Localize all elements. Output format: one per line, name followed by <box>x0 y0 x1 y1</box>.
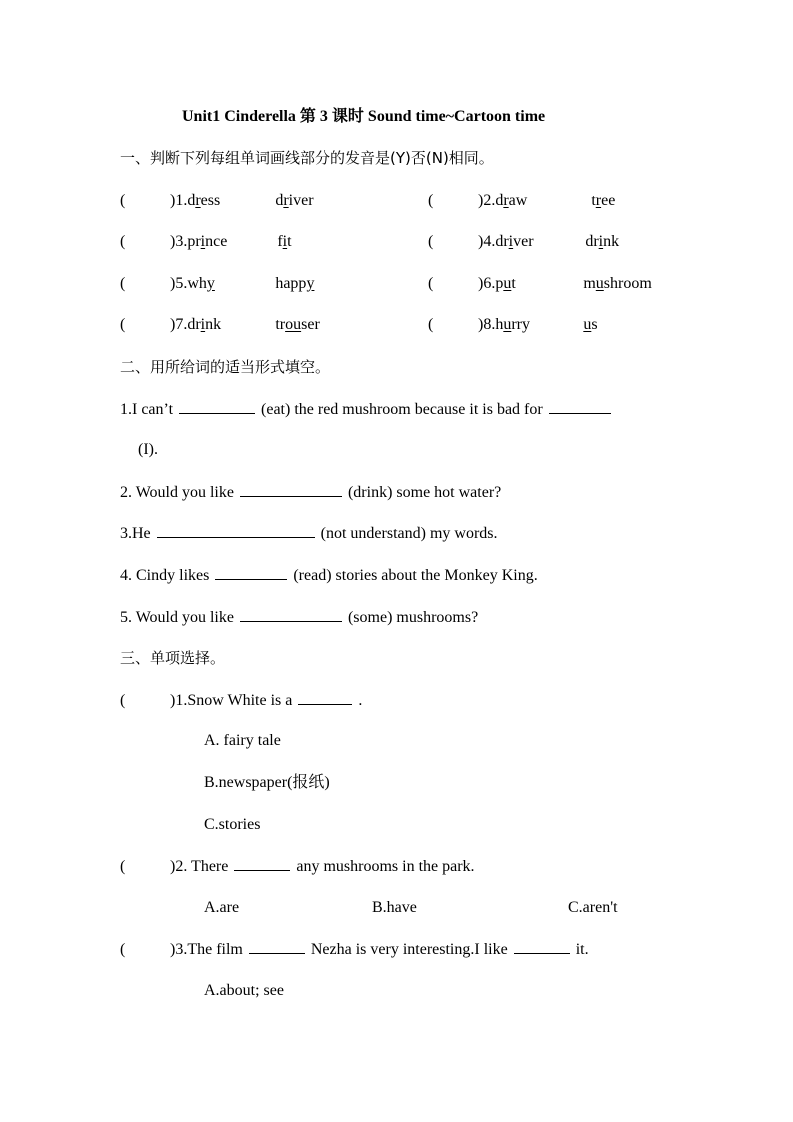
answer-blank[interactable] <box>240 607 342 622</box>
choice-question-2 <box>120 856 475 877</box>
question-text: any mushrooms in the park. <box>296 858 475 875</box>
answer-blank[interactable] <box>514 939 570 954</box>
sound-item-3 <box>120 232 292 252</box>
answer-paren[interactable]: ( <box>120 941 126 958</box>
answer-blank[interactable] <box>234 856 290 871</box>
fill-question-5 <box>120 607 478 628</box>
answer-blank[interactable] <box>157 523 315 538</box>
answer-paren[interactable]: ( <box>120 275 126 292</box>
fill-question-4 <box>120 565 538 586</box>
word-1: put <box>495 275 516 292</box>
question-text: it. <box>575 941 589 958</box>
fill-question-1-cont: (I). <box>138 441 158 458</box>
word-2: drink <box>585 233 620 250</box>
question-text: )1.Snow White is a <box>170 692 293 709</box>
sound-item-5 <box>120 274 314 294</box>
question-text: . <box>358 692 363 709</box>
word-1: draw <box>495 192 528 209</box>
choice-question-3 <box>120 939 589 960</box>
fill-question-2 <box>120 482 501 503</box>
question-text: (not understand) my words. <box>320 525 498 542</box>
sound-item-8 <box>428 315 598 335</box>
question-text: 1.I can’t <box>120 401 174 418</box>
answer-paren[interactable]: ( <box>428 316 434 333</box>
word-1: prince <box>187 233 228 250</box>
question-text: (eat) the red mushroom because it is bad for <box>261 401 543 418</box>
word-1: hurry <box>495 316 530 333</box>
word-1: drink <box>187 316 222 333</box>
word-2: driver <box>275 192 314 209</box>
question-text: 2. Would you like <box>120 484 234 501</box>
fill-question-3 <box>120 523 498 544</box>
answer-paren[interactable]: ( <box>428 275 434 292</box>
answer-blank[interactable] <box>249 939 305 954</box>
sound-item-7 <box>120 315 320 335</box>
answer-paren[interactable]: ( <box>120 858 126 875</box>
fill-question-1 <box>120 399 617 420</box>
item-number: )3. <box>170 233 188 250</box>
question-text: 4. Cindy likes <box>120 567 210 584</box>
sound-item-1 <box>120 191 314 211</box>
answer-paren[interactable]: ( <box>120 192 126 209</box>
word-2: happy <box>275 275 315 292</box>
option-c[interactable]: C.stories <box>204 816 261 833</box>
item-number: )6. <box>478 275 496 292</box>
word-2: fit <box>277 233 292 250</box>
question-text: 5. Would you like <box>120 609 234 626</box>
word-1: dress <box>187 192 221 209</box>
sound-item-4 <box>428 232 619 252</box>
section-1-heading: 一、判断下列每组单词画线部分的发音是(Y)否(N)相同。 <box>120 149 494 167</box>
item-number: )5. <box>170 275 188 292</box>
word-2: tree <box>591 192 616 209</box>
answer-paren[interactable]: ( <box>428 233 434 250</box>
word-1: driver <box>495 233 534 250</box>
word-2: us <box>583 316 598 333</box>
option-a[interactable]: A.are <box>204 899 240 916</box>
word-1: why <box>187 275 215 292</box>
item-number: )2. <box>478 192 496 209</box>
option-c[interactable]: C.aren't <box>568 899 618 916</box>
section-3-heading: 三、单项选择。 <box>120 649 226 667</box>
option-b[interactable]: B.newspaper(报纸) <box>204 774 330 791</box>
item-number: )8. <box>478 316 496 333</box>
page-title: Unit1 Cinderella 第 3 课时 Sound time~Cartoon time <box>182 108 546 125</box>
option-b[interactable]: B.have <box>372 899 417 916</box>
question-text: (some) mushrooms? <box>347 609 479 626</box>
answer-blank[interactable] <box>240 482 342 497</box>
answer-paren[interactable]: ( <box>120 316 126 333</box>
item-number: )4. <box>478 233 496 250</box>
word-2: mushroom <box>583 275 652 292</box>
item-number: )1. <box>170 192 188 209</box>
choice-question-1 <box>120 690 362 711</box>
answer-paren[interactable]: ( <box>120 233 126 250</box>
sound-item-6 <box>428 274 652 294</box>
answer-blank[interactable] <box>298 690 352 705</box>
sound-item-2 <box>428 191 615 211</box>
question-text: )3.The film <box>170 941 243 958</box>
section-2-heading: 二、用所给词的适当形式填空。 <box>120 358 331 376</box>
question-text: (read) stories about the Monkey King. <box>293 567 538 584</box>
option-a[interactable]: A. fairy tale <box>204 732 281 749</box>
answer-paren[interactable]: ( <box>428 192 434 209</box>
question-text: 3.He <box>120 525 151 542</box>
item-number: )7. <box>170 316 188 333</box>
option-a[interactable]: A.about; see <box>204 982 284 999</box>
answer-blank[interactable] <box>179 399 255 414</box>
word-2: trouser <box>275 316 320 333</box>
answer-blank[interactable] <box>215 565 287 580</box>
question-text: Nezha is very interesting.I like <box>310 941 508 958</box>
answer-paren[interactable]: ( <box>120 692 126 709</box>
question-text: (drink) some hot water? <box>347 484 502 501</box>
question-text: )2. There <box>170 858 229 875</box>
answer-blank[interactable] <box>549 399 611 414</box>
